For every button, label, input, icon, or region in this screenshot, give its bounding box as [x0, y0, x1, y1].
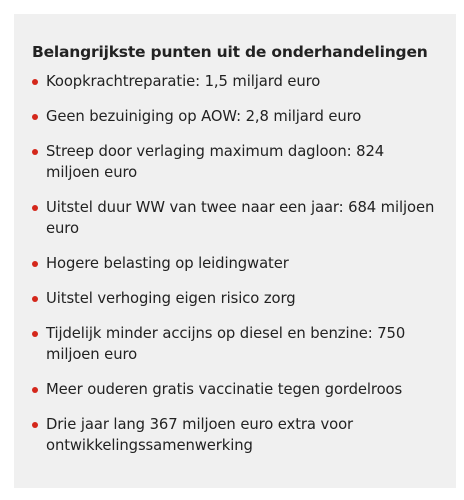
bullet-icon — [32, 79, 38, 85]
point-text: Uitstel duur WW van twee naar een jaar: 684 miljoen euro — [46, 199, 435, 237]
point-text: Hogere belasting op leidingwater — [46, 255, 289, 272]
bullet-icon — [32, 422, 38, 428]
point-text: Uitstel verhoging eigen risico zorg — [46, 290, 296, 307]
point-text: Meer ouderen gratis vaccinatie tegen gordelroos — [46, 381, 403, 398]
point-text: Tijdelijk minder accijns op diesel en benzine: 750 miljoen euro — [46, 325, 406, 363]
bullet-icon — [32, 331, 38, 337]
key-points-box — [14, 14, 456, 488]
list-item — [32, 106, 440, 127]
bullet-icon — [32, 205, 38, 211]
points-list — [32, 71, 440, 456]
bullet-icon — [32, 296, 38, 302]
list-item — [32, 253, 440, 274]
list-item — [32, 288, 440, 309]
list-item — [32, 197, 440, 239]
point-text: Drie jaar lang 367 miljoen euro extra voor ontwikkelingssamenwerking — [46, 416, 354, 454]
point-text: Streep door verlaging maximum dagloon: 824 miljoen euro — [46, 143, 385, 181]
list-item — [32, 141, 440, 183]
bullet-icon — [32, 114, 38, 120]
bullet-icon — [32, 149, 38, 155]
bullet-icon — [32, 261, 38, 267]
box-title: Belangrijkste punten uit de onderhandelingen — [32, 43, 428, 61]
point-text: Koopkrachtreparatie: 1,5 miljard euro — [46, 73, 321, 90]
bullet-icon — [32, 387, 38, 393]
point-text: Geen bezuiniging op AOW: 2,8 miljard euro — [46, 108, 362, 125]
list-item — [32, 71, 440, 92]
list-item — [32, 323, 440, 365]
list-item — [32, 379, 440, 400]
list-item — [32, 414, 440, 456]
